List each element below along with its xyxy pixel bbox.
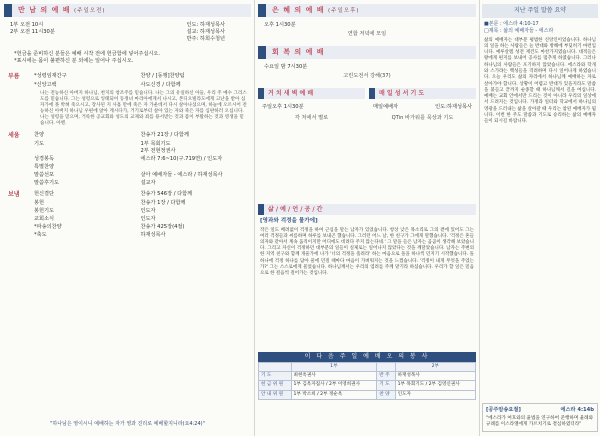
order-name: 기도 bbox=[34, 141, 45, 148]
middle-panel bbox=[258, 4, 476, 432]
table-row: 안 내 위 원 1부 박소희 / 2부 정순옥 찬 양 인도자 bbox=[259, 390, 476, 399]
order-group: 부름 bbox=[8, 73, 20, 81]
memory-verse bbox=[482, 403, 598, 432]
summary-title: 지난 주일 말씀 요약 bbox=[482, 4, 598, 18]
service-preacher: 설교: 하재성목사 bbox=[186, 29, 225, 36]
study-service: 매 일 성 서 기 도 매일예배자 인도:하재성목사 QTin 바가워를 묵상과 기도 bbox=[369, 88, 476, 126]
order-name: *신앙고백 bbox=[34, 82, 57, 89]
right-panel bbox=[482, 4, 598, 432]
fold-line bbox=[254, 0, 255, 436]
summary-topic: □제목 : 삶의 예배자들 - 에스라 bbox=[484, 27, 554, 34]
grace-header: 은 혜 의 예 배 (주일오후) bbox=[258, 4, 476, 17]
grace-time: 오후 1시30분 bbox=[264, 22, 296, 28]
service-leader: 인도: 하재성목사 bbox=[186, 22, 225, 28]
table-row: 기 도 최현옥권사 반 주 하재성목사 bbox=[259, 372, 476, 381]
service-pianist: 반주: 하희수청년 bbox=[186, 36, 225, 43]
order-group bbox=[8, 82, 30, 89]
order-send bbox=[4, 191, 251, 239]
message-box: 삶 / 예 / 언 / 공 / 간 [영과와 걱정을 물가에] 작은 일도 배려없이 걱정을 하여 근심을 말는 남자가 있었습니다. 항상 낮은 목소리로 그의 곁에 있어도 그는 여러 걱정들과 씨름하며 하루를 보내곤 했습니다. 그러던 어느 날, 한 친구가 그에게 말했습니다. '걱정은 흔들의자와 같아서 계속 움직이지만 어디에도 데려다 주지 않는다네.' 그 말을 들은 남자는 곰곰이 생각해 보았습니다. 그리고 자신이 걱정하던 대부분의 일들이 실제로는 일어나지 않았다는 것을 깨달았습니다. 남자는 주변의 한 지역 친구와 함께 개울가에 나가 '너의 걱정을 흘려라' 하는 마음으로 돌을 하나씩 던지기 시작했습니다. 돌 하나에 걱정 하나를 담아 물에 던질 때마다 마음이 가벼워지는 것을 느꼈습니다. '걱정이 내게 무엇을 주었는가?' 그는 스스로에게 물었습니다. 하나님께서는 우리의 염려를 주께 맡기라 하셨습니다. 우리가 할 일은 믿음으로 한 걸음씩 걸어가는 것입니다. bbox=[260, 206, 474, 276]
summary-scripture: ■본문 : 에스라 4:10-17 bbox=[484, 21, 539, 27]
order-value: 찬양 / [동행]찬양팀 bbox=[140, 73, 185, 80]
notices bbox=[4, 49, 251, 67]
order-name: 찬양 bbox=[34, 132, 45, 138]
order-name: 헌신결단 bbox=[34, 191, 55, 198]
table-row: 헌 금 위 원 1부 김옥자집사 / 2부 이영희권사 기 도 1부 목회기도 / 2부 김영신권사 bbox=[259, 381, 476, 390]
order-group bbox=[8, 156, 30, 163]
order-group bbox=[8, 208, 30, 215]
order-worship bbox=[4, 132, 251, 187]
grace-desc: 연합 저녁에 모임 bbox=[347, 31, 387, 38]
footer-quote: "하나님은 영이시니 예배하는 자가 영과 진리로 예배할지니라(요4:24)" bbox=[50, 421, 205, 428]
order-name: *파송의찬양 bbox=[34, 224, 62, 231]
wed-desc: 고린도전서 강해(37) bbox=[343, 73, 391, 80]
wed-time: 수요일 밤 7시30분 bbox=[264, 64, 308, 71]
study-time: 매일예배자 bbox=[373, 104, 399, 111]
dawn-time: 주일오후 1시30분 bbox=[262, 104, 304, 111]
order-value: 살아 예배자들 - 에스라 / 하재성목사 bbox=[140, 172, 223, 179]
order-name: 봉헌기도 bbox=[34, 208, 55, 215]
order-name: 성경봉독 bbox=[34, 156, 55, 163]
dawn-service: 거 치 새 벽 예 배 주일오후 1시30분 각 처에서 별로 bbox=[258, 88, 365, 126]
order-name: 말씀후기도 bbox=[34, 180, 60, 187]
study-desc: QTin 바가워를 묵상과 기도 bbox=[391, 115, 454, 122]
table-title: 이 다 음 주 일 예 배 오 의 봉 사 bbox=[258, 352, 476, 362]
fold-line bbox=[479, 0, 480, 436]
order-call bbox=[4, 73, 251, 129]
two-col-services bbox=[258, 88, 476, 126]
order-value: 설교자 bbox=[140, 180, 156, 187]
table-header: 1부 2부 bbox=[259, 363, 476, 372]
study-leader: 인도:하재성목사 bbox=[435, 104, 472, 111]
order-group bbox=[8, 172, 30, 179]
message-text: 작은 일도 배려없이 걱정을 하여 근심을 말는 남자가 있었습니다. 항상 낮은 목소리로 그의 곁에 있어도 그는 여러 걱정들과 씨름하며 하루를 보내곤 했습니다. 그러던 어느 날, 한 친구가 그에게 말했습니다. '걱정은 흔들의자와 같아서 계속 움직이지만 어디에도 데려다 주지 않는다네.' 그 말을 들은 남자는 곰곰이 생각해 보았습니다. 그리고 자신이 걱정하던 대부분의 일들이 실제로는 일어나지 않았다는 것을 깨달았습니다. 남자는 주변의 한 지역 친구와 함께 개울가에 나가 '너의 걱정을 흘려라' 하는 마음으로 돌을 하나씩 던지기 시작했습니다. 돌 하나에 걱정 하나를 담아 물에 던질 때마다 마음이 가벼워지는 것을 느꼈습니다. '걱정이 내게 무엇을 주었는가?' 그는 스스로에게 물었습니다. 하나님께서는 우리의 염려를 주께 맡기라 하셨습니다. 우리가 할 일은 믿음으로 한 걸음씩 걸어가는 것입니다. bbox=[260, 227, 474, 276]
order-value: 하재성목사 bbox=[140, 232, 166, 239]
restore-header: 회 복 의 예 배 bbox=[258, 46, 476, 59]
memory-verse-label: [공주암송요절] bbox=[486, 406, 521, 413]
order-name: 봉헌 bbox=[34, 200, 45, 207]
order-group bbox=[8, 200, 30, 207]
service-time-1: 1부 오전 10시 bbox=[10, 22, 44, 28]
order-name: *축도 bbox=[34, 232, 47, 239]
order-group bbox=[8, 216, 30, 223]
order-name: 특별찬양 bbox=[34, 164, 55, 171]
order-value: 인도자 bbox=[140, 208, 156, 215]
message-subtitle: [영과와 걱정을 물가에] bbox=[260, 218, 318, 224]
order-value: 사도신경 / 다함께 bbox=[140, 82, 181, 89]
order-name: *성령임재간구 bbox=[34, 73, 67, 80]
dawn-desc: 각 처에서 별로 bbox=[294, 115, 329, 122]
order-group bbox=[8, 180, 30, 187]
order-group bbox=[8, 232, 30, 239]
service-time-2: 2부 오전 11시30분 bbox=[10, 29, 55, 36]
order-value: 1부 목회기도 2부 전현정권사 bbox=[140, 141, 176, 155]
service-table bbox=[258, 352, 476, 400]
order-value: 인도자 bbox=[140, 216, 156, 223]
order-group bbox=[8, 141, 30, 155]
order-value: 찬송가 1장 / 다함께 bbox=[140, 200, 186, 207]
order-value: 찬송가 546장 / 다함께 bbox=[140, 191, 193, 198]
order-value bbox=[141, 164, 248, 171]
service-times bbox=[4, 22, 251, 43]
order-group bbox=[8, 164, 30, 171]
order-group bbox=[8, 224, 30, 231]
creed-text: 나는 전능하신 아버지 하나님, 천지의 창조주를 믿습니다. 나는 그의 유일하신 아들, 우리 주 예수 그리스도를 믿습니다. 그는 성령으로 잉태되어 동정녀 마리아에게서 나시고, 본디오빌라도에게 고난을 받아 십자가에 못 박혀 죽으시고, 장사된 지 사흘 만에 죽은 자 가운데서 다시 살아나셨으며, 하늘에 오르시어 전능하신 아버지 하나님 우편에 앉아 계시다가, 거기로부터 살아 있는 자와 죽은 자를 심판하러 오십니다. 나는 성령을 믿으며, 거룩한 공교회와 성도의 교제와 죄를 용서받는 것과 몸이 부활하는 것과 영생을 믿습니다. 아멘. bbox=[40, 91, 247, 127]
order-name: 말씀선포 bbox=[34, 172, 55, 179]
order-value: 찬송가 425장(4절) bbox=[140, 224, 185, 231]
worship-header bbox=[4, 4, 251, 17]
order-group: 보냄 bbox=[8, 191, 20, 199]
left-panel bbox=[4, 4, 251, 432]
order-value: 에스라 7:6~10(구.719면) / 인도자 bbox=[140, 156, 223, 163]
memory-verse-ref: 에스라 4:14b bbox=[560, 406, 594, 413]
worship-title: 만 남 의 예 배 (주일오전) bbox=[18, 6, 106, 14]
order-name: 교회소식 bbox=[34, 216, 55, 223]
notice-item: *표시에는 몸이 불편하신 분 외에는 일어나 주십시오. bbox=[14, 58, 134, 65]
order-group: 세움 bbox=[8, 132, 20, 139]
notice-item: *헌금을 준비하신 분들은 예배 시작 전에 헌금함에 넣어주십시오. bbox=[14, 51, 161, 58]
memory-verse-text: "에스라가 여호와의 율법을 연구하여 준행하며 율례와 규례를 이스라엘에게 가르치기로 결심하였더라" bbox=[486, 415, 594, 427]
order-value: 찬송가 21장 / 다함께 bbox=[140, 132, 189, 138]
summary-text: 삶의 예배자는 대부분 평범한 신앙인이었습니다. 하나님의 일을 하는 사람들은 늘 반대와 방해에 부딪히기 마련입니다. 예루살렘 성전 재건도 마찬가지였습니다. 대적들은 왕에게 편지를 보내어 공사를 멈추게 하였습니다. 그러나 하나님의 사람들은 포기하지 않았습니다. 에스라와 학개와 스가랴는 백성들을 격려하며 다시 일어나게 하였습니다. 오늘 우리도 삶의 자리에서 하나님께 예배하는 자로 살아가야 합니다. 상황이 어렵고 반대가 있을지라도 말씀을 붙들고 끝까지 순종할 때 하나님께서 길을 여십니다. 예배는 교회 안에서만 드리는 것이 아니라 우리의 일상에서 드려지는 것입니다. 가정과 일터와 학교에서 하나님의 영광을 드러내는 삶을 살아갈 때 우리는 참된 예배자가 됩니다. 이번 한 주도 말씀과 기도로 승리하는 삶의 예배자들이 되시길 바랍니다. bbox=[484, 37, 596, 125]
